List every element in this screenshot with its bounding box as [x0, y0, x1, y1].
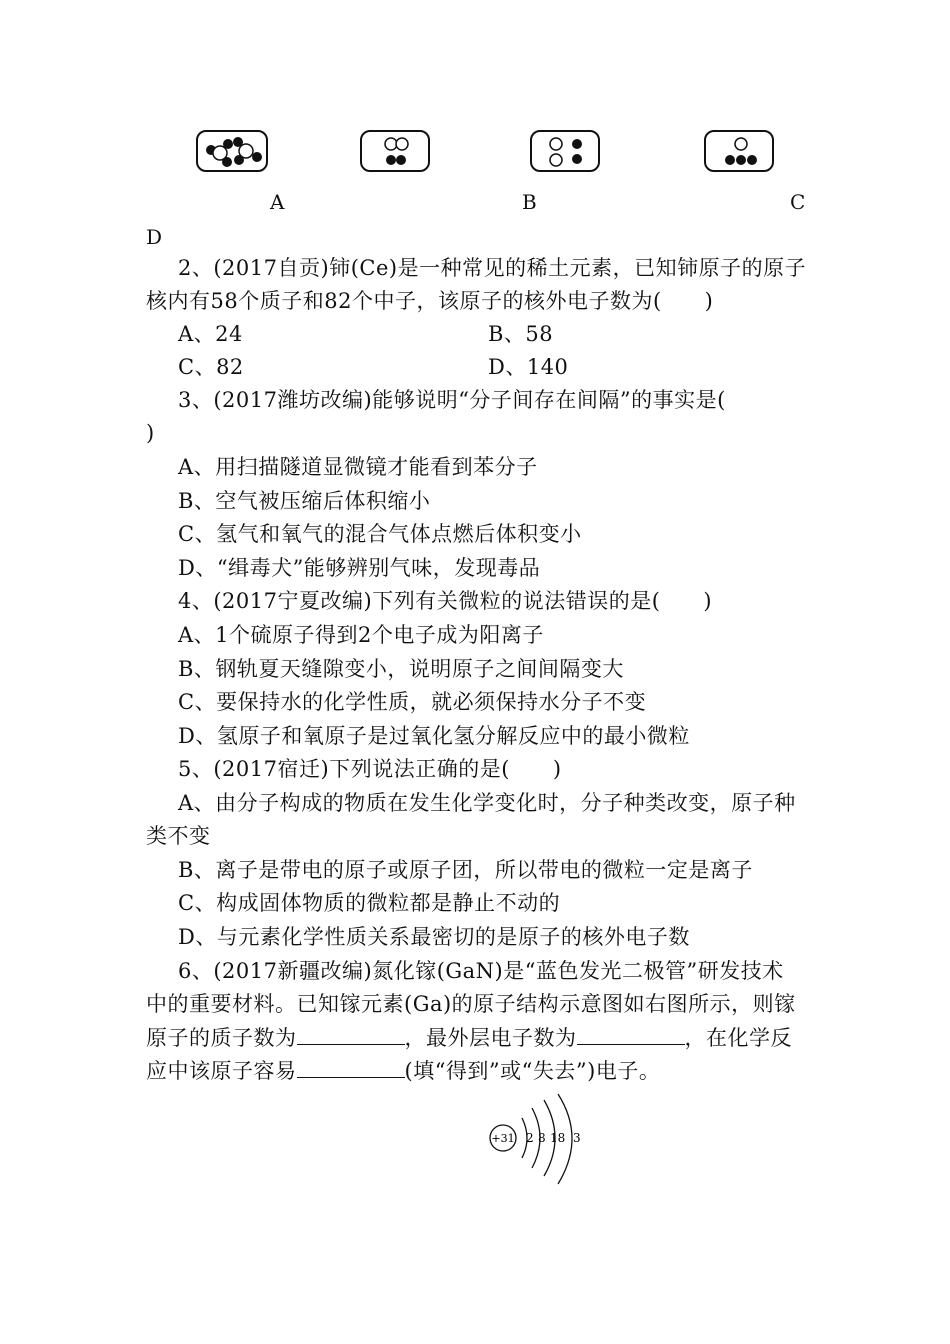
q6-line4-part1: 应中该原子容易 — [146, 1059, 297, 1083]
q2-stem-line1: 2、(2017自贡)铈(Ce)是一种常见的稀土元素，已知铈原子的原子 — [178, 256, 807, 280]
q3-stem-line1: 3、(2017潍坊改编)能够说明“分子间存在间隔”的事实是( — [178, 388, 726, 412]
molecule-o2-h2-icon — [362, 132, 432, 174]
shell-electrons-4: 3 — [573, 1131, 581, 1145]
q2-option-b: B、58 — [488, 322, 554, 346]
q2-option-c: C、82 — [178, 355, 244, 379]
diagram-label-b: B — [522, 190, 537, 214]
q5-option-b: B、离子是带电的原子或原子团，所以带电的微粒一定是离子 — [178, 858, 753, 882]
q6-line4-part2: (填“得到”或“失去”)电子。 — [404, 1059, 661, 1083]
q4-stem: 4、(2017宁夏改编)下列有关微粒的说法错误的是( ) — [178, 589, 713, 613]
q5-stem: 5、(2017宿迁)下列说法正确的是( ) — [178, 757, 562, 781]
q6-line3-part1: 原子的质子数为 — [146, 1026, 297, 1050]
q3-option-d: D、“缉毒犬”能够辨别气味，发现毒品 — [178, 556, 541, 580]
q6-stem-line1: 6、(2017新疆改编)氮化镓(GaN)是“蓝色发光二极管”研发技术 — [178, 959, 784, 983]
shell-electrons-3: 18 — [550, 1131, 566, 1145]
q6-line3-part3: ，在化学反 — [684, 1026, 792, 1050]
diagram-label-c: C — [790, 190, 806, 214]
particle-diagrams — [0, 130, 950, 180]
diagram-label-a: A — [270, 190, 285, 214]
diagram-box-c — [530, 130, 600, 172]
q5-option-a-line1: A、由分子构成的物质在发生化学变化时，分子种类改变，原子种 — [178, 791, 796, 815]
atoms-icon — [532, 132, 602, 174]
outer-electron-blank[interactable] — [577, 1024, 685, 1045]
q3-option-c: C、氢气和氧气的混合气体点燃后体积变小 — [178, 522, 582, 546]
diagram-box-a — [196, 130, 268, 172]
q6-line3-part2: ，最外层电子数为 — [404, 1026, 577, 1050]
q3-stem-line2: ) — [146, 421, 155, 445]
q2-stem-line2: 核内有58个质子和82个中子，该原子的核外电子数为( ) — [146, 289, 714, 313]
gain-lose-blank[interactable] — [297, 1057, 405, 1078]
molecule-mixture-icon — [198, 132, 270, 174]
q5-option-c: C、构成固体物质的微粒都是静止不动的 — [178, 891, 561, 915]
shell-electrons-2: 8 — [538, 1131, 546, 1145]
q3-option-b: B、空气被压缩后体积缩小 — [178, 489, 431, 513]
q6-stem-line3 — [146, 1022, 792, 1055]
gallium-atom-structure-diagram — [484, 1092, 594, 1188]
q6-stem-line2: 中的重要材料。已知镓元素(Ga)的原子结构示意图如右图所示，则镓 — [146, 992, 796, 1016]
diagram-box-d — [704, 130, 774, 172]
q2-option-d: D、140 — [488, 355, 569, 379]
q4-option-d: D、氢原子和氧原子是过氧化氢分解反应中的最小微粒 — [178, 724, 690, 748]
q4-option-a: A、1个硫原子得到2个电子成为阳离子 — [178, 623, 544, 647]
diagram-label-d: D — [146, 225, 163, 249]
molecule-nh3-icon — [706, 132, 776, 174]
q6-stem-line4 — [146, 1055, 660, 1088]
shell-electrons-1: 2 — [526, 1131, 534, 1145]
q5-option-d: D、与元素化学性质关系最密切的是原子的核外电子数 — [178, 925, 690, 949]
q2-option-a: A、24 — [178, 322, 243, 346]
q4-option-b: B、钢轨夏天缝隙变小，说明原子之间间隔变大 — [178, 657, 624, 681]
proton-number-blank[interactable] — [297, 1024, 405, 1045]
diagram-box-b — [360, 130, 430, 172]
q4-option-c: C、要保持水的化学性质，就必须保持水分子不变 — [178, 690, 647, 714]
q5-option-a-line2: 类不变 — [146, 824, 211, 848]
nucleus-charge: +31 — [491, 1132, 515, 1145]
q3-option-a: A、用扫描隧道显微镜才能看到苯分子 — [178, 455, 538, 479]
